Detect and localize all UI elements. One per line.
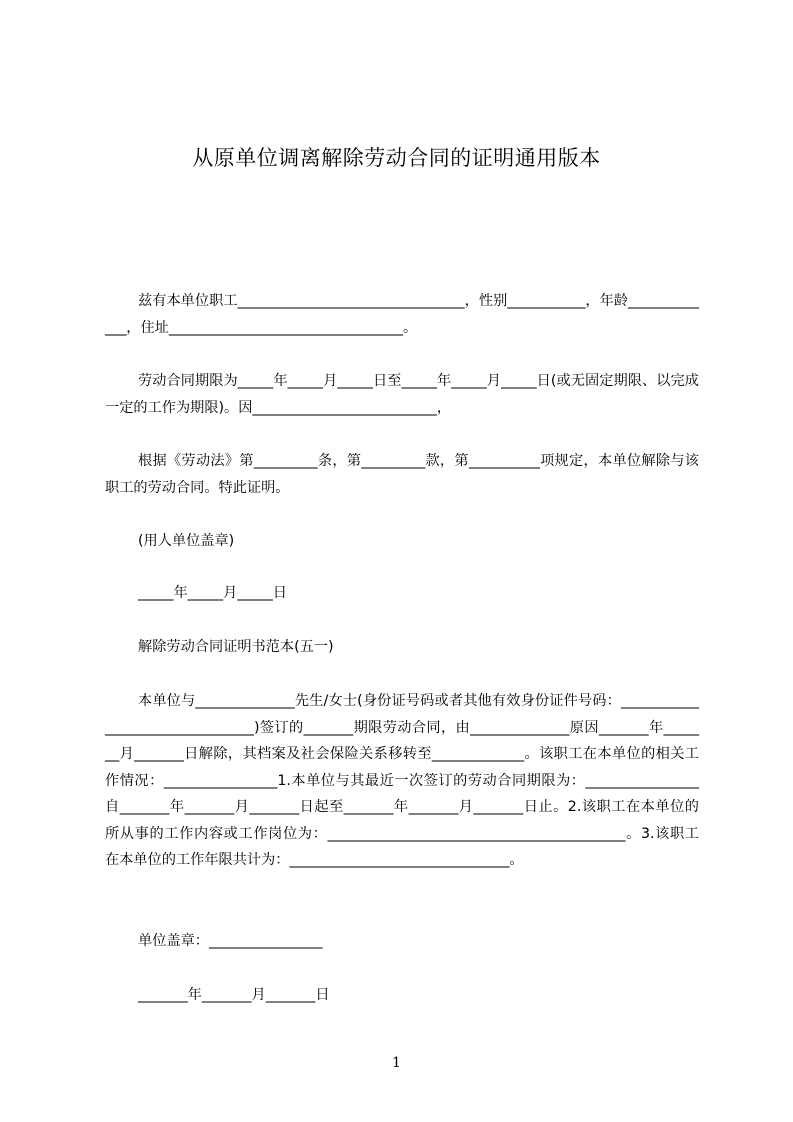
date-line: _____年_____月_____日 bbox=[138, 585, 287, 601]
legal-basis-paragraph: 根据《劳动法》第_________条，第_________款，第__________项规定，本单位解除与该职工的劳动合同。特此证明。 bbox=[105, 453, 699, 496]
sample-heading: 解除劳动合同证明书范本(五一) bbox=[138, 639, 334, 655]
unit-seal-line: 单位盖章：________________ bbox=[138, 933, 323, 949]
contract-term-paragraph: 劳动合同期限为_____年_____月_____日至_____年_____月_____日(或无固定期限、以完成一定的工作为期限)。因__________________________， bbox=[105, 373, 699, 416]
document-title: 从原单位调离解除劳动合同的证明通用版本 bbox=[192, 146, 601, 170]
employer-seal-label: (用人单位盖章) bbox=[138, 533, 235, 549]
page-number: 1 bbox=[392, 1055, 401, 1071]
employee-info-paragraph: 兹有本单位职工________________________________，性别___________，年龄_____________，住址_________________________________。 bbox=[105, 293, 699, 336]
sample-body-paragraph: 本单位与______________先生/女士(身份证号码或者其他有效身份证件号码：________________________________)签订的_______期限劳动合同，由______________原因_______年_______月_______日解除，其档案及社会保险关系移转至_____________。该职工在本单位的相关工作情况：________________1.本单位与其最近一次签订的劳动合同期限为：________________自_______年_______月_______日起至_______年_______月_______日止。2.该职工在本单位的所从事的工作内容或工作岗位为：__________________________________________。3.该职工在本单位的工作年限共计为：_______________________________。 bbox=[105, 693, 699, 868]
sample-date-line: _______年_______月_______日 bbox=[138, 987, 330, 1003]
